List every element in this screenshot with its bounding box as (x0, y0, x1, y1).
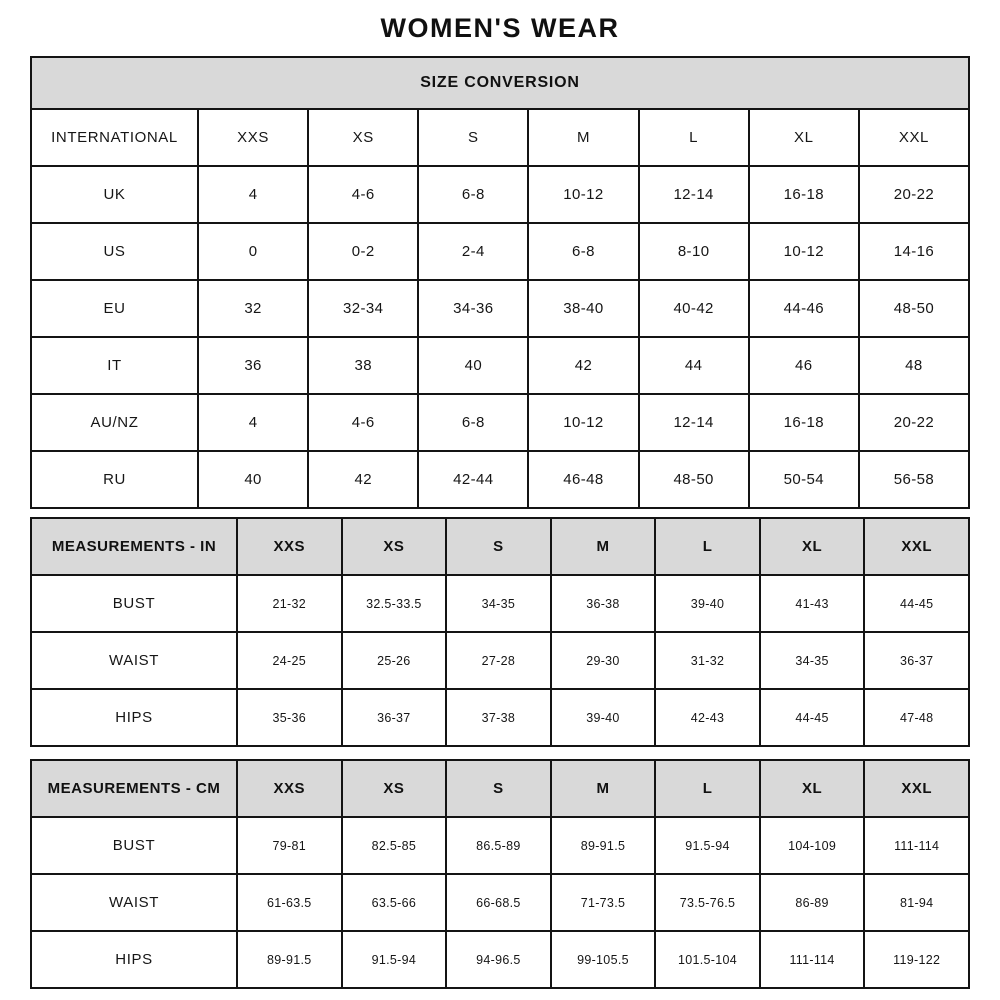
size-value-cell: 46 (749, 337, 859, 394)
size-value-cell: 6-8 (528, 223, 638, 280)
table-banner: SIZE CONVERSION (31, 57, 969, 109)
table-row (31, 817, 969, 874)
size-value-cell: 66-68.5 (446, 874, 551, 931)
size-value-cell: 34-35 (760, 632, 865, 689)
size-value-cell: 48 (859, 337, 969, 394)
size-value-cell: 10-12 (528, 166, 638, 223)
size-value-cell: 44-45 (760, 689, 865, 746)
measurements-cm-table (30, 759, 970, 989)
size-column-header: L (655, 518, 760, 575)
size-value-cell: 38 (308, 337, 418, 394)
table-row (31, 874, 969, 931)
size-value-cell: 39-40 (551, 689, 656, 746)
size-value-cell: 119-122 (864, 931, 969, 988)
size-value-cell: 71-73.5 (551, 874, 656, 931)
size-value-cell: 35-36 (237, 689, 342, 746)
size-value-cell: 34-35 (446, 575, 551, 632)
size-value-cell: 36 (198, 337, 308, 394)
size-value-cell: 41-43 (760, 575, 865, 632)
size-value-cell: 10-12 (749, 223, 859, 280)
size-value-cell: 36-37 (342, 689, 447, 746)
size-column-header: S (418, 109, 528, 166)
size-value-cell: 44 (639, 337, 749, 394)
table-row (31, 166, 969, 223)
size-value-cell: 99-105.5 (551, 931, 656, 988)
table-header-row (31, 518, 969, 575)
size-value-cell: 111-114 (760, 931, 865, 988)
size-value-cell: 0-2 (308, 223, 418, 280)
size-value-cell: 42 (528, 337, 638, 394)
size-value-cell: 40-42 (639, 280, 749, 337)
size-value-cell: 2-4 (418, 223, 528, 280)
size-column-header: XL (760, 760, 865, 817)
size-value-cell: 6-8 (418, 394, 528, 451)
table-row (31, 394, 969, 451)
page-title: WOMEN'S WEAR (380, 13, 620, 43)
size-value-cell: 21-32 (237, 575, 342, 632)
size-value-cell: 4 (198, 394, 308, 451)
size-value-cell: 12-14 (639, 394, 749, 451)
size-conversion-table (30, 56, 970, 509)
table-header-row (31, 760, 969, 817)
measurements-in-grid (30, 517, 970, 747)
table-row (31, 337, 969, 394)
size-value-cell: 48-50 (639, 451, 749, 508)
size-value-cell: 94-96.5 (446, 931, 551, 988)
size-value-cell: 34-36 (418, 280, 528, 337)
size-value-cell: 42 (308, 451, 418, 508)
size-value-cell: 36-38 (551, 575, 656, 632)
size-value-cell: 16-18 (749, 166, 859, 223)
row-label-cell: IT (31, 337, 198, 394)
size-value-cell: 4-6 (308, 166, 418, 223)
size-column-header: XXS (237, 760, 342, 817)
size-value-cell: 29-30 (551, 632, 656, 689)
size-column-header: M (551, 518, 656, 575)
size-value-cell: 16-18 (749, 394, 859, 451)
row-label-cell: US (31, 223, 198, 280)
size-value-cell: 104-109 (760, 817, 865, 874)
size-value-cell: 38-40 (528, 280, 638, 337)
row-label-cell: AU/NZ (31, 394, 198, 451)
size-value-cell: 32 (198, 280, 308, 337)
table-row (31, 931, 969, 988)
size-column-header: XXS (198, 109, 308, 166)
size-column-header: S (446, 760, 551, 817)
size-value-cell: 81-94 (864, 874, 969, 931)
size-value-cell: 91.5-94 (655, 817, 760, 874)
size-value-cell: 12-14 (639, 166, 749, 223)
size-value-cell: 89-91.5 (551, 817, 656, 874)
size-value-cell: 61-63.5 (237, 874, 342, 931)
size-value-cell: 86.5-89 (446, 817, 551, 874)
row-label-cell: EU (31, 280, 198, 337)
size-value-cell: 8-10 (639, 223, 749, 280)
table-row (31, 575, 969, 632)
size-value-cell: 32.5-33.5 (342, 575, 447, 632)
size-value-cell: 47-48 (864, 689, 969, 746)
size-value-cell: 82.5-85 (342, 817, 447, 874)
measurements-in-table (30, 517, 970, 747)
size-value-cell: 44-46 (749, 280, 859, 337)
size-value-cell: 20-22 (859, 166, 969, 223)
size-value-cell: 27-28 (446, 632, 551, 689)
table-row (31, 223, 969, 280)
size-column-header: M (528, 109, 638, 166)
size-column-header: XL (760, 518, 865, 575)
row-label-cell: RU (31, 451, 198, 508)
size-column-header: XXL (864, 760, 969, 817)
size-value-cell: 25-26 (342, 632, 447, 689)
size-value-cell: 10-12 (528, 394, 638, 451)
row-label-cell: WAIST (31, 632, 237, 689)
row-category-header: INTERNATIONAL (31, 109, 198, 166)
size-value-cell: 20-22 (859, 394, 969, 451)
table-header-row (31, 109, 969, 166)
size-column-header: XS (342, 760, 447, 817)
size-value-cell: 36-37 (864, 632, 969, 689)
table-row (31, 451, 969, 508)
size-value-cell: 63.5-66 (342, 874, 447, 931)
size-value-cell: 4-6 (308, 394, 418, 451)
size-value-cell: 91.5-94 (342, 931, 447, 988)
size-value-cell: 0 (198, 223, 308, 280)
size-value-cell: 42-44 (418, 451, 528, 508)
table-row (31, 280, 969, 337)
size-column-header: L (639, 109, 749, 166)
size-value-cell: 37-38 (446, 689, 551, 746)
row-category-header: MEASUREMENTS - IN (31, 518, 237, 575)
size-column-header: M (551, 760, 656, 817)
size-value-cell: 48-50 (859, 280, 969, 337)
size-value-cell: 4 (198, 166, 308, 223)
size-value-cell: 44-45 (864, 575, 969, 632)
row-label-cell: HIPS (31, 931, 237, 988)
row-category-header: MEASUREMENTS - CM (31, 760, 237, 817)
size-value-cell: 40 (418, 337, 528, 394)
size-value-cell: 42-43 (655, 689, 760, 746)
size-value-cell: 24-25 (237, 632, 342, 689)
size-column-header: XS (342, 518, 447, 575)
size-value-cell: 6-8 (418, 166, 528, 223)
row-label-cell: HIPS (31, 689, 237, 746)
row-label-cell: UK (31, 166, 198, 223)
size-value-cell: 101.5-104 (655, 931, 760, 988)
size-value-cell: 39-40 (655, 575, 760, 632)
size-value-cell: 89-91.5 (237, 931, 342, 988)
size-value-cell: 14-16 (859, 223, 969, 280)
size-column-header: XXL (864, 518, 969, 575)
size-column-header: XXS (237, 518, 342, 575)
size-value-cell: 73.5-76.5 (655, 874, 760, 931)
size-value-cell: 111-114 (864, 817, 969, 874)
row-label-cell: BUST (31, 817, 237, 874)
size-column-header: XS (308, 109, 418, 166)
size-conversion-grid (30, 56, 970, 509)
size-value-cell: 79-81 (237, 817, 342, 874)
row-label-cell: BUST (31, 575, 237, 632)
size-value-cell: 56-58 (859, 451, 969, 508)
size-value-cell: 32-34 (308, 280, 418, 337)
row-label-cell: WAIST (31, 874, 237, 931)
size-value-cell: 86-89 (760, 874, 865, 931)
size-column-header: XL (749, 109, 859, 166)
size-column-header: L (655, 760, 760, 817)
size-value-cell: 46-48 (528, 451, 638, 508)
size-value-cell: 40 (198, 451, 308, 508)
size-value-cell: 50-54 (749, 451, 859, 508)
size-column-header: S (446, 518, 551, 575)
table-row (31, 689, 969, 746)
table-row (31, 632, 969, 689)
size-column-header: XXL (859, 109, 969, 166)
size-value-cell: 31-32 (655, 632, 760, 689)
measurements-cm-grid (30, 759, 970, 989)
